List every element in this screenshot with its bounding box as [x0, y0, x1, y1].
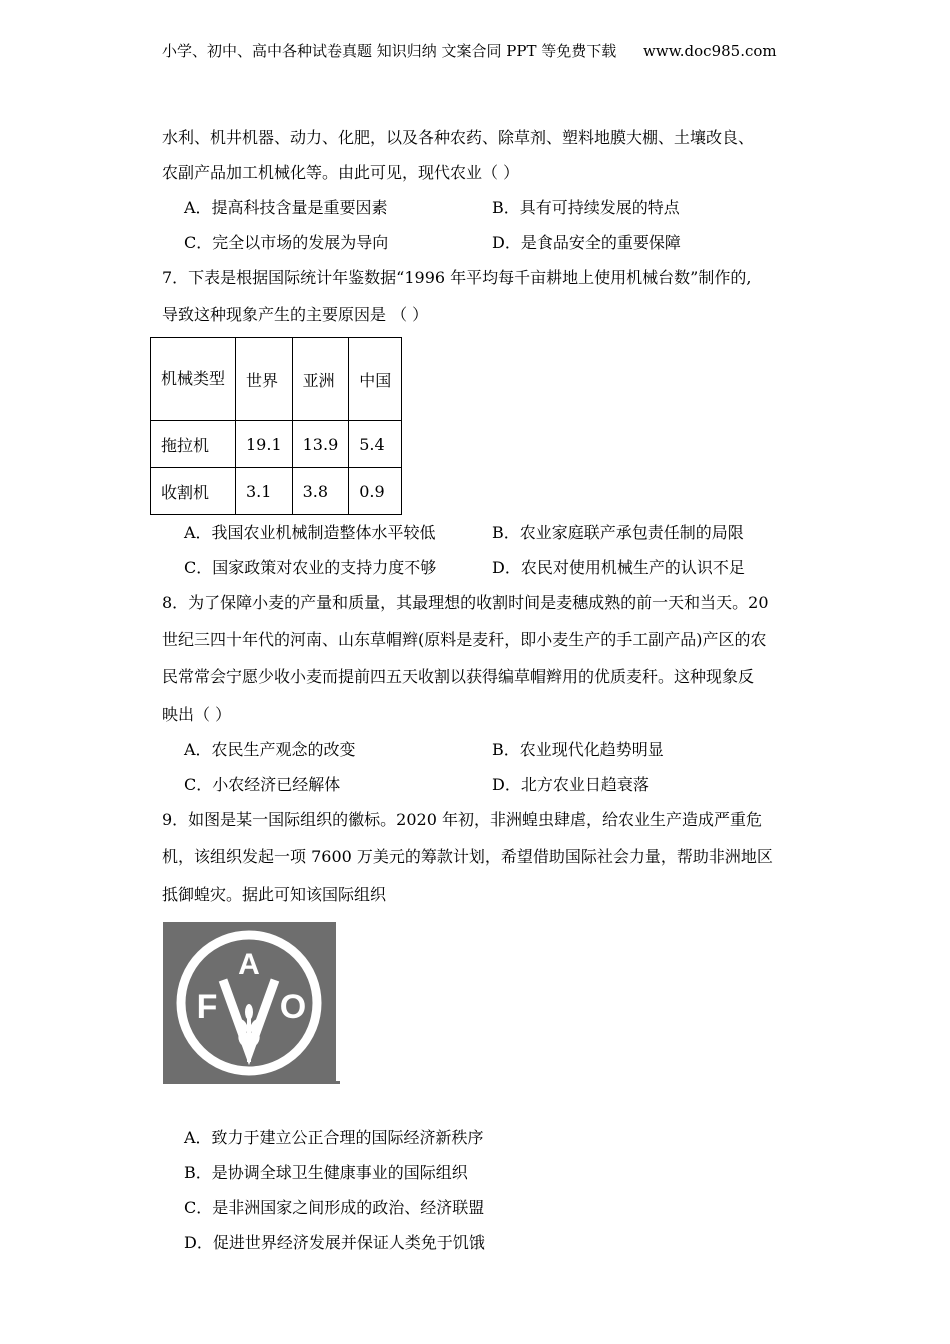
table-cell: 13.9 — [292, 421, 349, 468]
table-header-row — [151, 338, 402, 421]
q8-option-a[interactable]: A．农民生产观念的改变 — [184, 740, 356, 759]
logo-letter-o: O — [279, 988, 307, 1026]
table-cell: 3.8 — [292, 468, 349, 515]
header-site-url[interactable]: www.doc985.com — [643, 42, 777, 60]
table-cell: 拖拉机 — [151, 421, 236, 468]
q9-option-d[interactable]: D．促进世界经济发展并保证人类免于饥饿 — [184, 1233, 485, 1252]
q9-line-1: 9．如图是某一国际组织的徽标。2020 年初，非洲蝗虫肆虐，给农业生产造成严重危 — [162, 810, 762, 829]
q8-line-1: 8．为了保障小麦的产量和质量，其最理想的收割时间是麦穗成熟的前一天和当天。20 — [162, 593, 769, 612]
q6-option-b[interactable]: B．具有可持续发展的特点 — [492, 198, 680, 217]
fao-emblem-icon — [163, 922, 336, 1084]
table-cell: 5.4 — [349, 421, 402, 468]
q6-option-d[interactable]: D．是食品安全的重要保障 — [492, 233, 681, 252]
q9-option-c[interactable]: C．是非洲国家之间形成的政治、经济联盟 — [184, 1198, 485, 1217]
q8-line-3: 民常常会宁愿少收小麦而提前四五天收割以获得编草帽辫用的优质麦秆。这种现象反 — [162, 667, 755, 686]
q9-line-2: 机，该组织发起一项 7600 万美元的筹款计划，希望借助国际社会力量，帮助非洲地区 — [162, 847, 773, 866]
q6-line-2: 农副产品加工机械化等。由此可见，现代农业（ ） — [162, 163, 520, 182]
table-row — [151, 421, 402, 468]
q7-line-2: 导致这种现象产生的主要原因是 （ ） — [162, 305, 429, 324]
q7-option-b[interactable]: B．农业家庭联产承包责任制的局限 — [492, 523, 744, 542]
q9-line-3: 抵御蝗灾。据此可知该国际组织 — [162, 885, 387, 904]
q9-option-a[interactable]: A．致力于建立公正合理的国际经济新秩序 — [184, 1128, 484, 1147]
logo-letter-a: A — [238, 948, 260, 981]
table-cell: 0.9 — [349, 468, 402, 515]
q8-option-b[interactable]: B．农业现代化趋势明显 — [492, 740, 664, 759]
logo-edge — [336, 1081, 340, 1084]
q9-option-b[interactable]: B．是协调全球卫生健康事业的国际组织 — [184, 1163, 468, 1182]
table-header-cell: 机械类型 — [151, 338, 236, 421]
table-row — [151, 468, 402, 515]
machinery-table — [150, 337, 402, 515]
fao-logo — [163, 922, 336, 1084]
q8-line-2: 世纪三四十年代的河南、山东草帽辫(原料是麦秆，即小麦生产的手工副产品)产区的农 — [162, 630, 767, 649]
q7-option-d[interactable]: D．农民对使用机械生产的认识不足 — [492, 558, 745, 577]
q7-line-1: 7．下表是根据国际统计年鉴数据“1996 年平均每千亩耕地上使用机械台数”制作的, — [162, 268, 752, 287]
table-cell: 19.1 — [236, 421, 293, 468]
table-header-cell: 中国 — [349, 338, 402, 421]
header-promo-text: 小学、初中、高中各种试卷真题 知识归纳 文案合同 PPT 等免费下载 — [162, 42, 617, 60]
table-header-cell: 世界 — [236, 338, 293, 421]
logo-letter-f: F — [196, 988, 218, 1026]
q7-option-a[interactable]: A．我国农业机械制造整体水平较低 — [184, 523, 436, 542]
q8-option-c[interactable]: C．小农经济已经解体 — [184, 775, 341, 794]
q6-option-c[interactable]: C．完全以市场的发展为导向 — [184, 233, 389, 252]
table-header-cell: 亚洲 — [292, 338, 349, 421]
page-header — [162, 40, 802, 61]
q6-option-a[interactable]: A．提高科技含量是重要因素 — [184, 198, 388, 217]
table-cell: 收割机 — [151, 468, 236, 515]
q6-line-1: 水利、机井机器、动力、化肥，以及各种农药、除草剂、塑料地膜大棚、土壤改良、 — [162, 128, 755, 147]
table-cell: 3.1 — [236, 468, 293, 515]
q8-option-d[interactable]: D．北方农业日趋衰落 — [492, 775, 649, 794]
q7-option-c[interactable]: C．国家政策对农业的支持力度不够 — [184, 558, 437, 577]
q8-line-4: 映出（ ） — [162, 705, 232, 724]
